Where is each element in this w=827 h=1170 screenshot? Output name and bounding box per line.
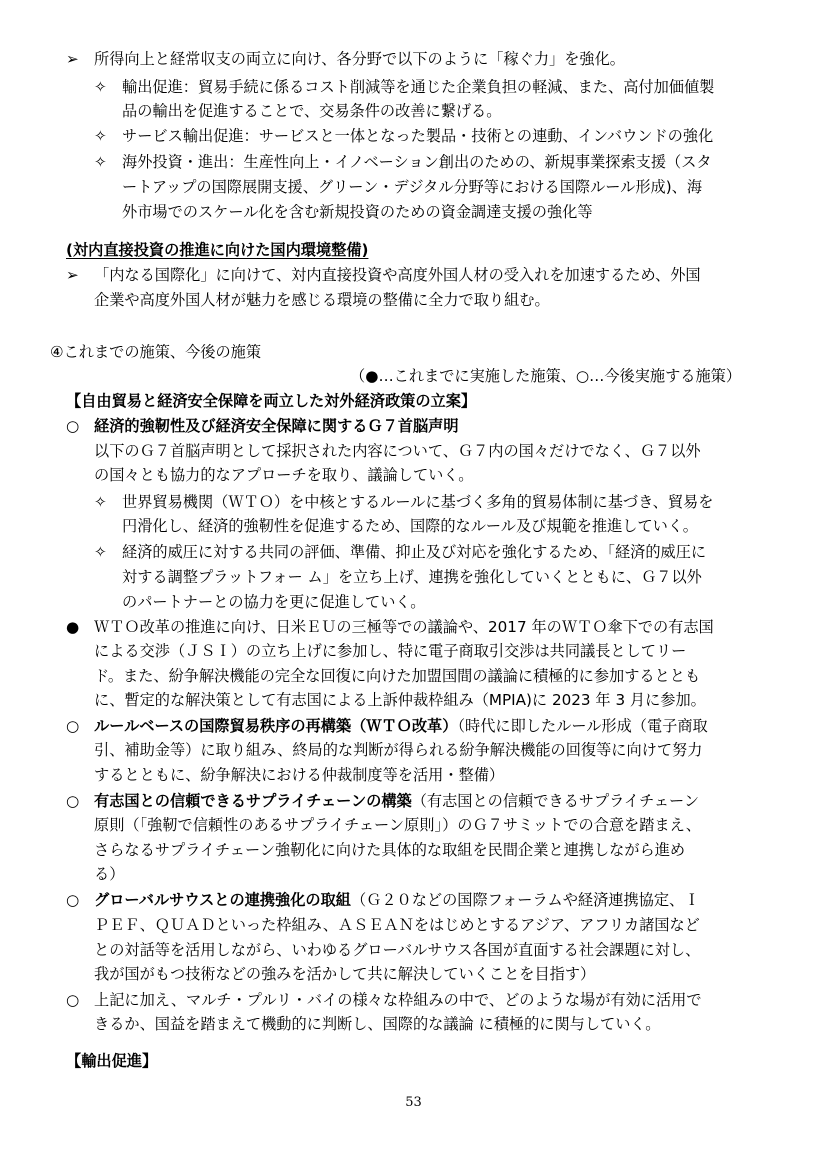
open-circle-icon: ○ [66, 717, 80, 735]
global-south-line: 我が国がもつ技術などの強みを活かして共に解決していくことを目指す） [94, 965, 596, 983]
overseas-investment-line: 外市場でのスケール化を含む新規投資のための資金調達支援の強化等 [122, 203, 593, 221]
diamond-bullet-icon: ✧ [94, 127, 107, 145]
section-title-measures: ④これまでの施策、今後の施策 [50, 343, 262, 361]
wto-reform-line: ド。また、紛争解決機能の完全な回復に向けた加盟国間の議論に積極的に参加するととも [94, 667, 701, 685]
open-circle-icon: ○ [66, 792, 80, 810]
wto-reform-line: ＷＴＯ改革の推進に向け、日米ＥＵの三極等での議論や、2017 年のＷＴＯ傘下での有志国 [94, 618, 714, 636]
page-number: 53 [405, 1095, 422, 1110]
legend-note: （●…これまでに実施した施策、○…今後実施する施策） [350, 367, 742, 385]
supply-chain-title: 有志国との信頼できるサプライチェーンの構築 [94, 792, 412, 810]
filled-circle-icon: ● [66, 618, 80, 636]
open-circle-icon: ○ [66, 991, 80, 1009]
global-south-title: グローバルサウスとの連携強化の取組 [94, 891, 351, 909]
overseas-investment-line: ートアップの国際展開支援、グリーン・デジタル分野等における国際ルール形成)、海 [122, 178, 703, 196]
rule-based-line: ルールベースの国際貿易秩序の再構築（ＷＴＯ改革）（時代に即したルール形成（電子商取 [94, 717, 708, 735]
global-south-line: との対話等を活用しながら、いわゆるグローバルサウス各国が直面する社会課題に対し、 [94, 941, 701, 959]
section-heading-inward-fdi: (対内直接投資の推進に向けた国内環境整備) [66, 241, 369, 259]
coercion-line: 対する調整プラットフォー ム」を立ち上げ、連携を強化していくとともに、Ｇ７以外 [122, 568, 702, 586]
overseas-investment-line: 海外投資・進出：生産性向上・イノベーション創出のための、新規事業探索支援（スタ [122, 153, 712, 171]
supply-chain-line: さらなるサプライチェーン強靭化に向けた具体的な取組を民間企業と連携しながら進め [94, 841, 686, 859]
open-circle-icon: ○ [66, 891, 80, 909]
export-line: 輸出促進：貿易手続に係るコスト削減等を通じた企業負担の軽減、また、高付加価値製 [122, 78, 715, 96]
global-south-line: グローバルサウスとの連携強化の取組（Ｇ２０などの国際フォーラムや経済連携協定、Ｉ [94, 891, 700, 909]
coercion-line: 経済的威圧に対する共同の評価、準備、抑止及び対応を強化するため、「経済的威圧に [122, 543, 707, 561]
multilateral-line: 上記に加え、マルチ・プルリ・バイの様々な枠組みの中で、どのような場が有効に活用で [94, 991, 702, 1009]
diamond-bullet-icon: ✧ [94, 78, 107, 96]
wto-reform-line: による交渉（ＪＳＩ）の立ち上げに参加し、特に電子商取引交渉は共同議長としてリー [94, 642, 687, 660]
multilateral-line: きるか、国益を踏まえて機動的に判断し、国際的な議論 に積極的に関与していく。 [94, 1015, 661, 1033]
global-south-line: ＰＥＦ、ＱＵＡＤといった枠組み、ＡＳＥＡＮをはじめとするアジア、アフリカ諸国など [94, 916, 700, 934]
wto-reform-line: に、暫定的な解決策として有志国による上訴仲裁枠組み（MPIA)に 2023 年 3 月に参加。 [94, 691, 706, 709]
diamond-bullet-icon: ✧ [94, 493, 107, 511]
intro-line: 所得向上と経常収支の両立に向け、各分野で以下のように「稼ぐ力」を強化。 [94, 50, 625, 68]
arrow-bullet-icon: ➢ [66, 50, 79, 68]
coercion-line: のパートナーとの協力を更に促進していく。 [122, 593, 426, 611]
service-export-line: サービス輸出促進：サービスと一体となった製品・技術との連動、インバウンドの強化 [122, 127, 714, 145]
section-heading-export-promotion: 【輸出促進】 [66, 1052, 158, 1070]
wto-rule-line: 円滑化し、経済的強靭性を促進するため、国際的なルール及び規範を推進していく。 [122, 517, 698, 535]
supply-chain-line: る） [94, 865, 125, 883]
rule-based-line: するとともに、紛争解決における仲裁制度等を活用・整備） [94, 766, 505, 784]
g7-body-line: 以下のＧ７首脳声明として採択された内容について、Ｇ７内の国々だけでなく、Ｇ７以外 [94, 442, 701, 460]
rule-based-title: ルールベースの国際貿易秩序の再構築（ＷＴＯ改革） [94, 717, 458, 735]
section-heading-trade-policy: 【自由貿易と経済安全保障を両立した対外経済政策の立案】 [66, 392, 477, 410]
g7-body-line: の国々とも協力的なアプローチを取り、議論していく。 [94, 466, 474, 484]
rule-based-line: 引、補助金等）に取り組み、終局的な判断が得られる紛争解決機能の回復等に向けて努力 [94, 741, 703, 759]
inward-fdi-line: 企業や高度外国人材が魅力を感じる環境の整備に全力で取り組む。 [94, 291, 550, 309]
inward-fdi-line: 「内なる国際化」に向けて、対内直接投資や高度外国人材の受入れを加速するため、外国 [94, 266, 701, 284]
arrow-bullet-icon: ➢ [66, 266, 79, 284]
g7-statement-title: 経済的強靭性及び経済安全保障に関するＧ７首脳声明 [94, 417, 459, 435]
export-line: 品の輸出を促進することで、交易条件の改善に繋げる。 [122, 102, 502, 120]
open-circle-icon: ○ [66, 417, 80, 435]
wto-rule-line: 世界貿易機関（ＷＴＯ）を中核とするルールに基づく多角的貿易体制に基づき、貿易を [122, 493, 714, 511]
supply-chain-line: 有志国との信頼できるサプライチェーンの構築（有志国との信頼できるサプライチェーン [94, 792, 700, 810]
supply-chain-line: 原則（「強靭で信頼性のあるサプライチェーン原則」）のＧ７サミットでの合意を踏まえ、 [94, 816, 701, 834]
diamond-bullet-icon: ✧ [94, 543, 107, 561]
diamond-bullet-icon: ✧ [94, 153, 107, 171]
